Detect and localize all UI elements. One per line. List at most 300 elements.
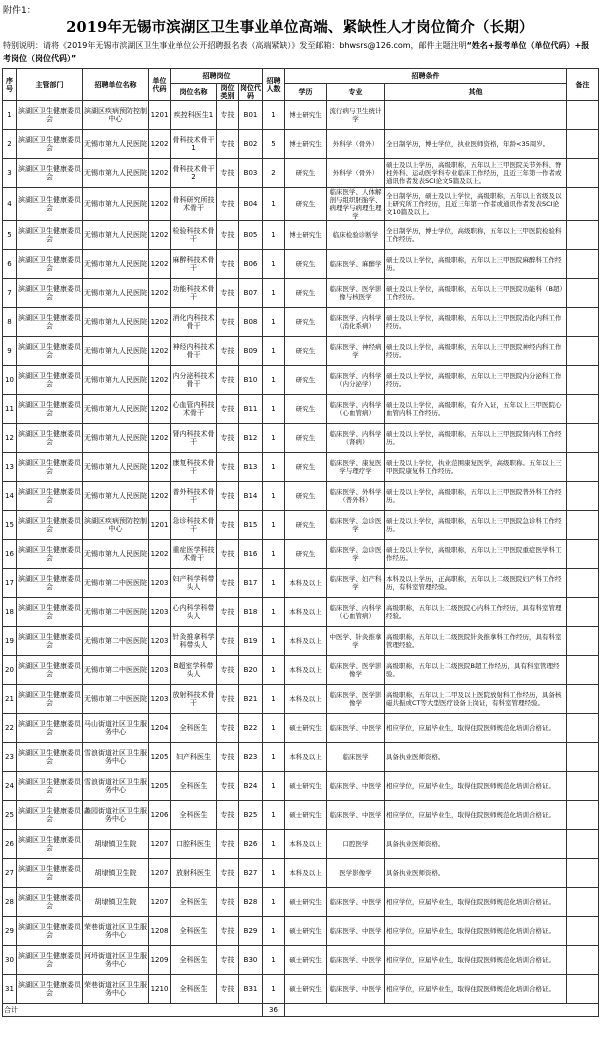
cell-edu: 硕士研究生	[285, 801, 327, 830]
cell-unit: 无锡市第九人民医院	[83, 308, 149, 337]
cell-post-name: 神经内科技术骨干	[171, 337, 217, 366]
cell-post-type: 专技	[217, 975, 239, 1004]
cell-major: 临床医学、医学影像学	[327, 685, 385, 714]
cell-unit: 无锡市第九人民医院	[83, 540, 149, 569]
cell-major: 临床医学、中医学	[327, 714, 385, 743]
cell-remark	[567, 772, 599, 801]
header-unit: 招聘单位名称	[83, 69, 149, 101]
cell-post-name: 心内科学科带头人	[171, 598, 217, 627]
cell-count: 1	[263, 540, 285, 569]
cell-post-type: 专技	[217, 946, 239, 975]
cell-edu: 研究生	[285, 159, 327, 188]
cell-edu: 硕士研究生	[285, 772, 327, 801]
cell-other: 相应学位，应届毕业生，取得住院医师规范化培训合格证。	[385, 772, 567, 801]
cell-major: 临床医学、中医学	[327, 975, 385, 1004]
cell-edu: 硕士研究生	[285, 888, 327, 917]
cell-count: 1	[263, 888, 285, 917]
table-row	[3, 250, 599, 279]
cell-seq: 8	[3, 308, 17, 337]
cell-unit-code: 1202	[149, 424, 171, 453]
cell-post-name: 功能科技术骨干	[171, 279, 217, 308]
cell-count: 1	[263, 511, 285, 540]
cell-other: 高级职称，五年以上二级医院B超工作经历，具有科室管理经验。	[385, 656, 567, 685]
cell-unit-code: 1208	[149, 917, 171, 946]
cell-seq: 23	[3, 743, 17, 772]
cell-post-type: 专技	[217, 772, 239, 801]
cell-post-code: B24	[239, 772, 263, 801]
cell-seq: 29	[3, 917, 17, 946]
table-row	[3, 743, 599, 772]
cell-major: 临床医学、麻醉学	[327, 250, 385, 279]
cell-post-code: B06	[239, 250, 263, 279]
cell-seq: 21	[3, 685, 17, 714]
cell-edu: 本科及以上	[285, 656, 327, 685]
header-post-group: 招聘岗位	[171, 69, 263, 84]
cell-dept: 滨湖区卫生健康委员会	[17, 308, 83, 337]
cell-dept: 滨湖区卫生健康委员会	[17, 221, 83, 250]
header-seq: 序号	[3, 69, 17, 101]
cell-unit-code: 1202	[149, 221, 171, 250]
header-post-code: 岗位代码	[240, 84, 261, 100]
cell-unit: 荣巷街道社区卫生服务中心	[83, 917, 149, 946]
cell-unit: 蠡园街道社区卫生服务中心	[83, 801, 149, 830]
cell-post-name: 妇产科学科带头人	[171, 569, 217, 598]
cell-unit: 无锡市第二中医医院	[83, 569, 149, 598]
cell-count: 1	[263, 308, 285, 337]
cell-other: 硕士及以上学位，高级职称，五年以上三甲医院急诊科工作经历。	[385, 511, 567, 540]
cell-unit: 胡埭镇卫生院	[83, 859, 149, 888]
cell-unit-code: 1210	[149, 975, 171, 1004]
cell-other	[385, 101, 567, 130]
table-row	[3, 159, 599, 188]
table-row	[3, 772, 599, 801]
cell-post-code: B13	[239, 453, 263, 482]
cell-count: 1	[263, 714, 285, 743]
cell-dept: 滨湖区卫生健康委员会	[17, 859, 83, 888]
cell-dept: 滨湖区卫生健康委员会	[17, 714, 83, 743]
cell-seq: 19	[3, 627, 17, 656]
table-row	[3, 511, 599, 540]
cell-dept: 滨湖区卫生健康委员会	[17, 888, 83, 917]
cell-unit: 雪浪街道社区卫生服务中心	[83, 743, 149, 772]
cell-remark	[567, 946, 599, 975]
cell-unit: 无锡市第九人民医院	[83, 424, 149, 453]
cell-other: 相应学位，应届毕业生，取得住院医师规范化培训合格证。	[385, 801, 567, 830]
cell-remark	[567, 627, 599, 656]
cell-edu: 研究生	[285, 337, 327, 366]
cell-dept: 滨湖区卫生健康委员会	[17, 279, 83, 308]
table-row	[3, 424, 599, 453]
cell-seq: 2	[3, 130, 17, 159]
cell-seq: 16	[3, 540, 17, 569]
cell-post-type: 专技	[217, 685, 239, 714]
cell-post-code: B28	[239, 888, 263, 917]
cell-unit-code: 1202	[149, 188, 171, 221]
cell-remark	[567, 221, 599, 250]
cell-remark	[567, 917, 599, 946]
table-header	[3, 69, 599, 101]
cell-dept: 滨湖区卫生健康委员会	[17, 482, 83, 511]
cell-remark	[567, 250, 599, 279]
cell-post-type: 专技	[217, 188, 239, 221]
table-row	[3, 888, 599, 917]
cell-dept: 滨湖区卫生健康委员会	[17, 975, 83, 1004]
cell-seq: 12	[3, 424, 17, 453]
cell-remark	[567, 511, 599, 540]
cell-unit: 无锡市第二中医医院	[83, 598, 149, 627]
cell-post-name: 康复科技术骨干	[171, 453, 217, 482]
cell-post-name: 内分泌科技术骨干	[171, 366, 217, 395]
cell-post-name: 普外科技术骨干	[171, 482, 217, 511]
cell-dept: 滨湖区卫生健康委员会	[17, 424, 83, 453]
cell-unit: 无锡市第九人民医院	[83, 159, 149, 188]
cell-edu: 研究生	[285, 188, 327, 221]
cell-post-type: 专技	[217, 859, 239, 888]
cell-unit: 马山街道社区卫生服务中心	[83, 714, 149, 743]
cell-count: 1	[263, 598, 285, 627]
table-row	[3, 801, 599, 830]
cell-seq: 4	[3, 188, 17, 221]
cell-edu: 本科及以上	[285, 830, 327, 859]
cell-dept: 滨湖区卫生健康委员会	[17, 627, 83, 656]
cell-post-name: 消化内科技术骨干	[171, 308, 217, 337]
cell-unit: 胡埭镇卫生院	[83, 830, 149, 859]
cell-unit-code: 1202	[149, 482, 171, 511]
cell-count: 1	[263, 801, 285, 830]
cell-major: 临床医学、人体解剖与组织胚胎学、病理学与病理生理学	[327, 188, 385, 221]
cell-edu: 研究生	[285, 511, 327, 540]
cell-count: 1	[263, 569, 285, 598]
cell-major: 临床医学、内科学（心血管病）	[327, 598, 385, 627]
cell-unit: 无锡市第九人民医院	[83, 453, 149, 482]
cell-edu: 本科及以上	[285, 598, 327, 627]
note-text: 特别说明：请将《2019年无锡市滨湖区卫生事业单位公开招聘报名表（高端紧缺）》发至邮箱：bhwsrs@126.com，邮件主题注明	[3, 41, 467, 50]
cell-major: 临床医学、康复医学与理疗学	[327, 453, 385, 482]
cell-post-name: B超室学科带头人	[171, 656, 217, 685]
cell-unit: 雪浪街道社区卫生服务中心	[83, 772, 149, 801]
cell-post-code: B21	[239, 685, 263, 714]
cell-unit-code: 1207	[149, 888, 171, 917]
cell-major: 口腔医学	[327, 830, 385, 859]
cell-post-code: B07	[239, 279, 263, 308]
cell-dept: 滨湖区卫生健康委员会	[17, 101, 83, 130]
cell-dept: 滨湖区卫生健康委员会	[17, 946, 83, 975]
cell-other: 本科及以上学历，正高职称，五年以上二级医院妇产科工作经历，有科室管理经验。	[385, 569, 567, 598]
cell-post-code: B16	[239, 540, 263, 569]
cell-major: 临床医学、中医学	[327, 917, 385, 946]
cell-major: 流行病与卫生统计学	[327, 101, 385, 130]
cell-other: 硕士及以上学位，高级职称，五年以上三甲医院消化内科工作经历。	[385, 308, 567, 337]
cell-unit-code: 1207	[149, 830, 171, 859]
table-row	[3, 395, 599, 424]
table-row	[3, 946, 599, 975]
special-note	[3, 39, 597, 65]
cell-remark	[567, 395, 599, 424]
note-email-subject: “姓名+报考单位（单位代码）+报考岗位（岗位代码）”	[3, 41, 590, 63]
header-other: 其他	[385, 84, 567, 101]
cell-unit-code: 1202	[149, 337, 171, 366]
cell-post-code: B01	[239, 101, 263, 130]
cell-dept: 滨湖区卫生健康委员会	[17, 250, 83, 279]
cell-unit: 无锡市第九人民医院	[83, 337, 149, 366]
cell-post-type: 专技	[217, 308, 239, 337]
cell-unit: 无锡市第二中医医院	[83, 627, 149, 656]
cell-count: 1	[263, 946, 285, 975]
cell-seq: 30	[3, 946, 17, 975]
cell-seq: 15	[3, 511, 17, 540]
cell-major: 临床医学、急诊医学	[327, 511, 385, 540]
cell-other: 全日制学历，博士学位，执业医师资格，年龄<35周岁。	[385, 130, 567, 159]
cell-unit-code: 1202	[149, 250, 171, 279]
cell-other: 相应学位，应届毕业生，取得住院医师规范化培训合格证。	[385, 888, 567, 917]
cell-post-code: B09	[239, 337, 263, 366]
cell-unit: 胡埭镇卫生院	[83, 888, 149, 917]
cell-count: 1	[263, 337, 285, 366]
cell-post-name: 妇产科医生	[171, 743, 217, 772]
cell-major: 临床医学、内科学（内分泌学）	[327, 366, 385, 395]
cell-major: 外科学（骨外）	[327, 159, 385, 188]
table-row	[3, 221, 599, 250]
cell-post-name: 全科医生	[171, 772, 217, 801]
cell-other: 具备执业医师资格。	[385, 830, 567, 859]
table-row	[3, 308, 599, 337]
cell-edu: 研究生	[285, 424, 327, 453]
cell-post-name: 疾控科医生1	[171, 101, 217, 130]
cell-unit: 滨湖区疾病预防控制中心	[83, 511, 149, 540]
cell-unit-code: 1201	[149, 101, 171, 130]
cell-edu: 研究生	[285, 308, 327, 337]
cell-remark	[567, 453, 599, 482]
positions-table	[2, 68, 599, 1017]
cell-edu: 博士研究生	[285, 130, 327, 159]
cell-post-name: 针灸推拿科学科带头人	[171, 627, 217, 656]
cell-edu: 研究生	[285, 250, 327, 279]
cell-major: 临床医学、中医学	[327, 801, 385, 830]
cell-count: 1	[263, 859, 285, 888]
cell-unit-code: 1203	[149, 627, 171, 656]
cell-unit: 无锡市第九人民医院	[83, 366, 149, 395]
cell-post-code: B20	[239, 656, 263, 685]
cell-post-name: 放射科医生	[171, 859, 217, 888]
table-row	[3, 685, 599, 714]
cell-unit: 无锡市第九人民医院	[83, 482, 149, 511]
header-major: 专业	[327, 84, 385, 101]
cell-post-type: 专技	[217, 569, 239, 598]
cell-seq: 7	[3, 279, 17, 308]
cell-seq: 1	[3, 101, 17, 130]
cell-remark	[567, 743, 599, 772]
cell-unit: 无锡市第九人民医院	[83, 221, 149, 250]
cell-major: 临床医学	[327, 743, 385, 772]
table-row	[3, 482, 599, 511]
cell-post-type: 专技	[217, 482, 239, 511]
table-row	[3, 540, 599, 569]
cell-post-type: 专技	[217, 279, 239, 308]
cell-unit: 无锡市第九人民医院	[83, 130, 149, 159]
cell-count: 1	[263, 975, 285, 1004]
cell-unit-code: 1203	[149, 685, 171, 714]
cell-post-type: 专技	[217, 159, 239, 188]
cell-other: 相应学位，应届毕业生，取得住院医师规范化培训合格证。	[385, 917, 567, 946]
cell-post-code: B11	[239, 395, 263, 424]
cell-edu: 博士研究生	[285, 101, 327, 130]
cell-post-type: 专技	[217, 250, 239, 279]
cell-remark	[567, 482, 599, 511]
cell-edu: 博士研究生	[285, 221, 327, 250]
cell-edu: 研究生	[285, 540, 327, 569]
cell-seq: 9	[3, 337, 17, 366]
cell-post-name: 全科医生	[171, 917, 217, 946]
cell-count: 2	[263, 159, 285, 188]
cell-other: 高级职称，五年以上二级医院针灸推拿科工作经历，具有科室管理经验。	[385, 627, 567, 656]
cell-other: 全日制学历，博士学位，高级职称，五年以上三甲医院检验科工作经历。	[385, 221, 567, 250]
cell-post-code: B30	[239, 946, 263, 975]
table-row	[3, 453, 599, 482]
cell-seq: 11	[3, 395, 17, 424]
cell-post-code: B17	[239, 569, 263, 598]
cell-major: 临床医学、外科学（普外科）	[327, 482, 385, 511]
cell-post-name: 检验科技术骨干	[171, 221, 217, 250]
cell-remark	[567, 366, 599, 395]
cell-other: 硕士及以上学历，高级职称，五年以上三甲医院关节外科、脊柱外科、运动医学科专业临床工作经历，且近三年第一作者或通讯作者发表SCI论文5篇及以上。	[385, 159, 567, 188]
cell-post-name: 骨科技术骨干2	[171, 159, 217, 188]
cell-count: 1	[263, 395, 285, 424]
cell-unit-code: 1202	[149, 453, 171, 482]
cell-unit-code: 1207	[149, 859, 171, 888]
header-count: 招聘人数	[263, 69, 285, 101]
cell-count: 5	[263, 130, 285, 159]
cell-post-code: B12	[239, 424, 263, 453]
cell-post-type: 专技	[217, 453, 239, 482]
cell-count: 1	[263, 656, 285, 685]
cell-post-type: 专技	[217, 917, 239, 946]
cell-seq: 27	[3, 859, 17, 888]
cell-dept: 滨湖区卫生健康委员会	[17, 772, 83, 801]
header-unit-code: 单位代码	[149, 69, 171, 101]
cell-post-code: B10	[239, 366, 263, 395]
cell-dept: 滨湖区卫生健康委员会	[17, 917, 83, 946]
table-row	[3, 917, 599, 946]
cell-major: 临床医学、急诊医学	[327, 540, 385, 569]
cell-seq: 5	[3, 221, 17, 250]
cell-post-code: B22	[239, 714, 263, 743]
cell-unit: 无锡市第二中医医院	[83, 656, 149, 685]
cell-remark	[567, 337, 599, 366]
table-row	[3, 279, 599, 308]
cell-post-code: B18	[239, 598, 263, 627]
cell-edu: 研究生	[285, 279, 327, 308]
cell-post-name: 急诊科技术骨干	[171, 511, 217, 540]
table-row	[3, 656, 599, 685]
cell-post-type: 专技	[217, 221, 239, 250]
cell-post-type: 专技	[217, 424, 239, 453]
cell-other: 具备执业医师资格。	[385, 743, 567, 772]
cell-count: 1	[263, 221, 285, 250]
cell-remark	[567, 685, 599, 714]
cell-edu: 硕士研究生	[285, 917, 327, 946]
cell-post-name: 全科医生	[171, 888, 217, 917]
cell-unit-code: 1203	[149, 598, 171, 627]
cell-post-name: 全科医生	[171, 714, 217, 743]
cell-edu: 本科及以上	[285, 743, 327, 772]
cell-unit-code: 1202	[149, 130, 171, 159]
cell-unit-code: 1204	[149, 714, 171, 743]
cell-post-type: 专技	[217, 511, 239, 540]
cell-unit: 无锡市第九人民医院	[83, 188, 149, 221]
cell-post-type: 专技	[217, 743, 239, 772]
cell-count: 1	[263, 482, 285, 511]
cell-post-name: 口腔科医生	[171, 830, 217, 859]
table-row	[3, 975, 599, 1004]
cell-post-code: B03	[239, 159, 263, 188]
cell-seq: 10	[3, 366, 17, 395]
page-title: 2019年无锡市滨湖区卫生事业单位高端、紧缺性人才岗位简介（长期）	[66, 19, 534, 36]
cell-major: 临床医学、中医学	[327, 946, 385, 975]
cell-other: 硕士及以上学位，高级职称，有介入证，五年以上三甲医院心血管内科工作经历。	[385, 395, 567, 424]
cell-post-type: 专技	[217, 801, 239, 830]
cell-post-type: 专技	[217, 830, 239, 859]
cell-dept: 滨湖区卫生健康委员会	[17, 130, 83, 159]
cell-post-type: 专技	[217, 101, 239, 130]
cell-edu: 本科及以上	[285, 627, 327, 656]
cell-post-code: B19	[239, 627, 263, 656]
cell-post-code: B25	[239, 801, 263, 830]
cell-remark	[567, 188, 599, 221]
cell-unit: 无锡市第九人民医院	[83, 395, 149, 424]
cell-post-type: 专技	[217, 888, 239, 917]
table-row	[3, 598, 599, 627]
cell-major: 临床医学、医学影像与核医学	[327, 279, 385, 308]
table-row	[3, 188, 599, 221]
cell-unit: 滨湖区疾病预防控制中心	[83, 101, 149, 130]
cell-seq: 25	[3, 801, 17, 830]
cell-remark	[567, 308, 599, 337]
cell-major: 医学影像学	[327, 859, 385, 888]
cell-major: 外科学（骨外）	[327, 130, 385, 159]
total-row	[3, 1004, 599, 1017]
cell-remark	[567, 101, 599, 130]
cell-remark	[567, 656, 599, 685]
cell-unit-code: 1202	[149, 279, 171, 308]
cell-other: 硕士及以上学位，高级职称，五年以上三甲医院重症医学科工作经历。	[385, 540, 567, 569]
cell-edu: 研究生	[285, 395, 327, 424]
cell-post-code: B27	[239, 859, 263, 888]
cell-count: 1	[263, 279, 285, 308]
table-row	[3, 101, 599, 130]
total-label: 合计	[3, 1004, 263, 1017]
cell-other: 具备执业医师资格。	[385, 859, 567, 888]
cell-dept: 滨湖区卫生健康委员会	[17, 743, 83, 772]
cell-remark	[567, 801, 599, 830]
cell-major: 临床医学、内科学（肾病）	[327, 424, 385, 453]
cell-post-name: 放射科技术骨干	[171, 685, 217, 714]
cell-major: 临床医学、中医学	[327, 772, 385, 801]
cell-other: 硕士及以上学位，高级职称，五年以上三甲医院内分泌科工作经历。	[385, 366, 567, 395]
cell-post-name: 麻醉科技术骨干	[171, 250, 217, 279]
cell-other: 硕士及以上学位，高级职称，五年以上三甲医院功能科（B超）工作经历。	[385, 279, 567, 308]
cell-count: 1	[263, 188, 285, 221]
cell-major: 临床医学、医学影像学	[327, 656, 385, 685]
cell-post-code: B02	[239, 130, 263, 159]
cell-seq: 18	[3, 598, 17, 627]
cell-remark	[567, 888, 599, 917]
cell-other: 高级职称，五年以上二甲及以上医院放射科工作经历，具备核磁共振或CT等大型医疗设备上岗证，有科室管理经验。	[385, 685, 567, 714]
cell-dept: 滨湖区卫生健康委员会	[17, 656, 83, 685]
cell-post-code: B26	[239, 830, 263, 859]
cell-post-code: B05	[239, 221, 263, 250]
cell-count: 1	[263, 627, 285, 656]
cell-seq: 14	[3, 482, 17, 511]
